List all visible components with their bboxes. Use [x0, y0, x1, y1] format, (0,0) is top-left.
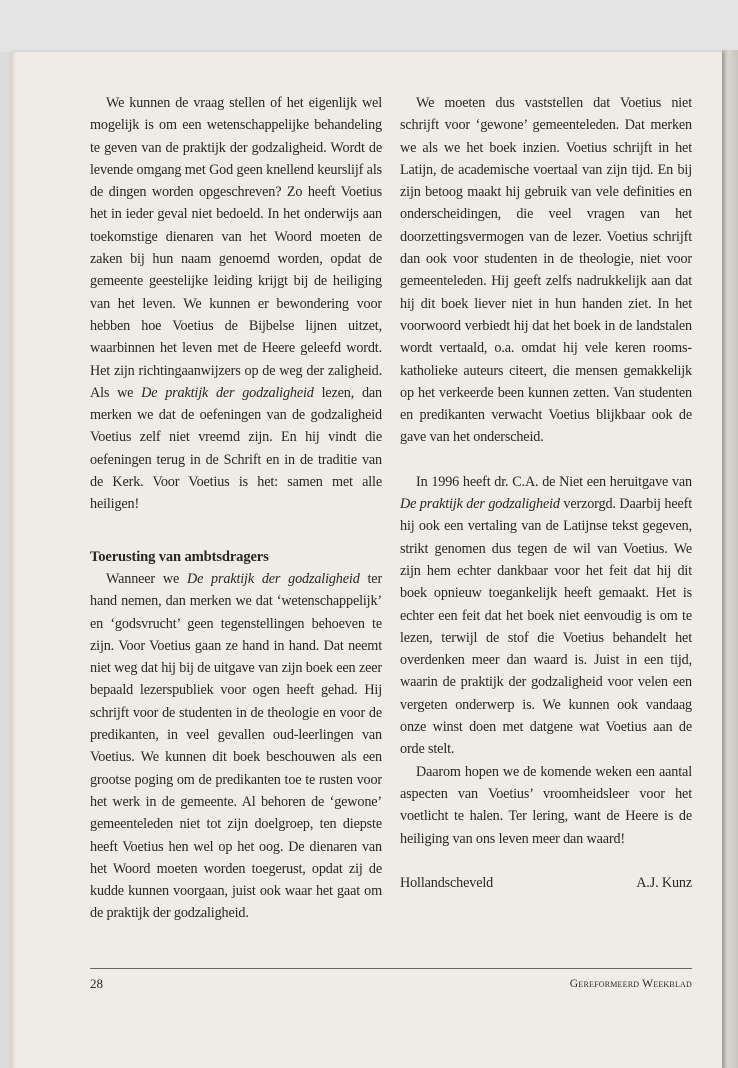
page-binding-shadow — [10, 52, 16, 1068]
paragraph: In 1996 heeft dr. C.A. de Niet een heruitgave van De praktijk der godzaligheid verzorgd. Daarbij heeft hij ook een vertaling van de Latijnse tekst gegeven, strikt genomen dus tegen de wil van Voetius. We zijn hem echter dankbaar voor het feit dat hij dit boek opnieuw toegankelijk heeft gemaakt. Het is echter een feit dat het boek niet eenvoudig is om te lezen, terwijl de stof die Voetius behandelt het overdenken meer dan waard is. Juist in een tijd, waarin de praktijk der godzaligheid voor velen een vergeten onderwerp is. We kunnen ook vandaag onze winst doen met datgene wat Voetius aan de orde stelt. — [400, 473, 693, 758]
page-number: 28 — [90, 976, 103, 991]
signoff-author: A.J. Kunz — [636, 874, 692, 891]
paragraph: We kunnen de vraag stellen of het eigenlijk wel mogelijk is om een wetenschappelijke behandeling te geven van de praktijk der godzaligheid. Wordt de levende omgang met God geen knellend keurslijf als de dingen worden opgeschreven? Zo heeft Voetius het in ieder geval niet bedoeld. In het onderwijs aan toekomstige dienaren van het Woord moeten de zaken bij hun naam genoemd worden, opdat de gemeente geestelijke leiding krijgt bij de heiliging van het leven. We kunnen er bewondering voor hebben hoe Voetius de Bijbelse lijnen uitzet, waarbinnen het leven met de Heere geleefd wordt. Het zijn richtingaanwijzers op de weg der zaligheid. Als we De praktijk der godzaligheid lezen, dan merken we dat de oefeningen van de godzaligheid Voetius zelf niet vreemd zijn. En hij vindt die oefeningen terug in de Schrift en in de traditie van de Kerk. Voor Voetius is het: samen met alle heiligen! — [90, 95, 383, 513]
page-edge — [722, 50, 738, 1068]
paragraph: Wanneer we De praktijk der godzaligheid ter hand nemen, dan merken we dat ‘wetenschappelijk’ en ‘godsvrucht’ geen tegenstellingen behoeven te zijn. Voor Voetius gaan ze hand in hand. Dat neemt niet weg dat hij bij de uitgave van zijn boek een zeer bepaald lezerspubliek voor ogen heeft gehad. Hij schrijft voor de studenten in de theologie en voor de predikanten, in veel gevallen oud-leerlingen van Voetius. We kunnen dit boek beschouwen als een grootse poging om de predikanten toe te rusten voor het werk in de gemeente. Al behoren de ‘gewone’ gemeenteleden niet tot zijn doelgroep, ten diepste heeft Voetius hen wel op het oog. De dienaren van het Woord moeten worden toegerust, opdat zij de kudde kunnen voorgaan, juist ook waar het gaat om de praktijk der godzaligheid. — [90, 570, 383, 922]
scan-background — [0, 0, 738, 52]
footer-rule — [90, 968, 692, 969]
publication-name: Gereformeerd Weekblad — [569, 977, 692, 990]
section-heading: Toerusting van ambtsdragers — [90, 548, 269, 565]
signoff — [400, 872, 692, 894]
book-title: De praktijk der godzaligheid — [186, 570, 360, 587]
paragraph: Daarom hopen we de komende weken een aantal aspecten van Voetius’ vroomheidsleer voor het voetlicht te halen. Ter lering, want de Heere is de heiliging van ons leven meer dan waard! — [400, 763, 692, 847]
signoff-place: Hollandscheveld — [400, 874, 494, 891]
book-title: De praktijk der godzaligheid — [141, 384, 314, 401]
book-title: De praktijk der godzaligheid — [400, 496, 560, 513]
paragraph: We moeten dus vaststellen dat Voetius niet schrijft voor ‘gewone’ gemeenteleden. Dat merken we als we het boek inzien. Voetius schrijft in het Latijn, de academische voertaal van zijn tijd. En bij zijn betoog maakt hij gebruik van vele definities en onderscheidingen, die veel vragen van het doorzettingsvermogen van de lezer. Voetius schrijft dan ook voor studenten in de theologie, niet voor gemeenteleden. Hij geeft zelfs nadrukkelijk aan dat hij dit boek liever niet in hun handen ziet. In het voorwoord verbiedt hij dat het boek in de landstalen wordt vertaald, o.a. omdat hij vele keren rooms-katholieke auteurs citeert, die mensen gemakkelijk op het verkeerde been kunnen zetten. Van studenten en predikanten verwacht Voetius blijkbaar ook de gave van het onderscheid. — [400, 95, 692, 446]
right-column — [400, 92, 692, 894]
left-column — [90, 92, 382, 925]
